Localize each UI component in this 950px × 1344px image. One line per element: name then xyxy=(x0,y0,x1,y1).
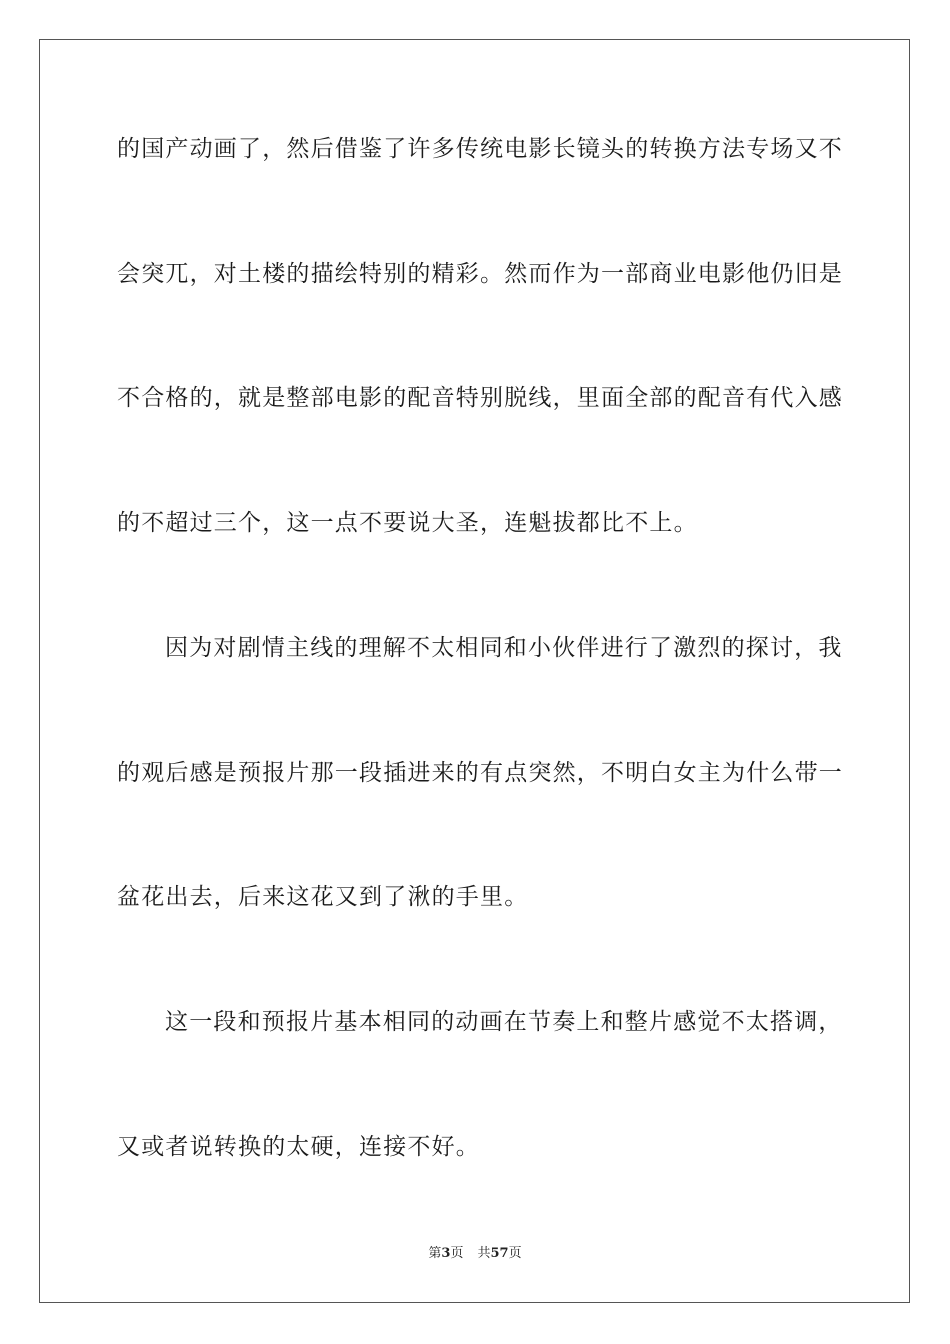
body-line: 的国产动画了，然后借鉴了许多传统电影长镜头的转换方法专场又不 xyxy=(117,136,843,162)
page-suffix: 页 xyxy=(450,1246,464,1261)
page-number: 3 xyxy=(441,1246,451,1261)
body-line: 的观后感是预报片那一段插进来的有点突然，不明白女主为什么带一 xyxy=(117,760,843,786)
body-line: 盆花出去，后来这花又到了湫的手里。 xyxy=(117,884,529,910)
body-line: 的不超过三个，这一点不要说大圣，连魁拔都比不上。 xyxy=(117,510,698,536)
total-prefix: 共 xyxy=(477,1246,491,1261)
page-prefix: 第 xyxy=(428,1246,442,1261)
total-suffix: 页 xyxy=(508,1246,522,1261)
body-line: 因为对剧情主线的理解不太相同和小伙伴进行了激烈的探讨，我 xyxy=(165,635,843,661)
page-border xyxy=(39,39,910,1303)
body-line: 会突兀，对土楼的描绘特别的精彩。然而作为一部商业电影他仍旧是 xyxy=(117,261,843,287)
body-line: 又或者说转换的太硬，连接不好。 xyxy=(117,1134,480,1160)
body-line: 不合格的，就是整部电影的配音特别脱线，里面全部的配音有代入感 xyxy=(117,385,843,411)
total-pages: 57 xyxy=(490,1246,509,1261)
page-footer xyxy=(0,1245,950,1263)
body-line: 这一段和预报片基本相同的动画在节奏上和整片感觉不太搭调， xyxy=(165,1009,843,1035)
